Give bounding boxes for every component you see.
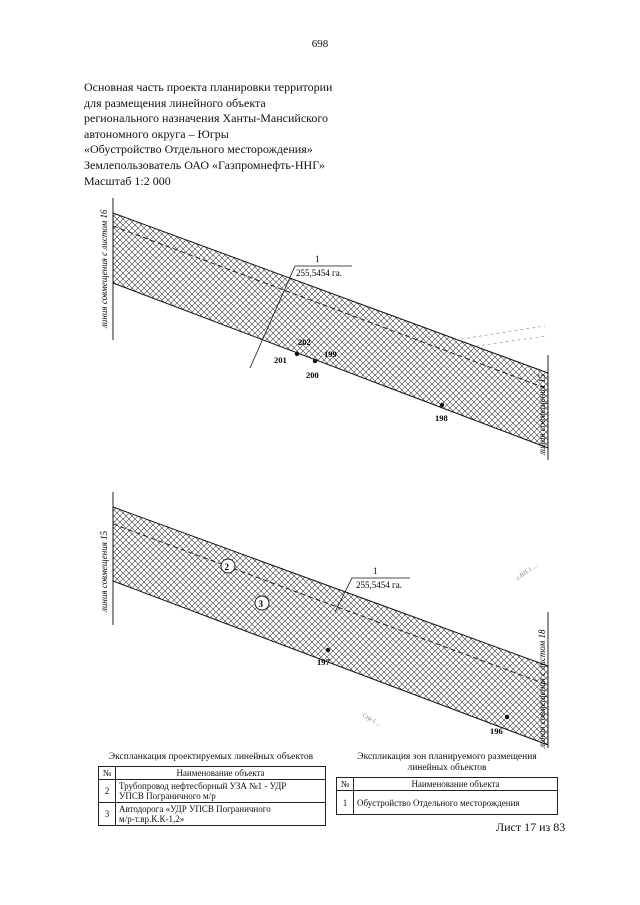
header-line: для размещения линейного объекта xyxy=(84,95,266,110)
legend-zones-title-line: Экспликация зон планируемого размещения xyxy=(357,752,537,762)
point-label-196: 196 xyxy=(490,726,503,736)
table-row xyxy=(99,780,326,803)
column-header-num: № xyxy=(337,778,354,791)
row-number: 1 xyxy=(337,791,354,815)
point-label-200: 200 xyxy=(306,370,319,380)
header-line: Землепользователь ОАО «Газпромнефть-ННГ» xyxy=(84,157,325,172)
row-name-line: УПСВ Пограничного м/р xyxy=(119,791,216,801)
legend-objects-table xyxy=(98,766,326,826)
header-line: Основная часть проекта планировки территории xyxy=(84,80,333,94)
top-left-match-label: линия совмещения с листом 16 xyxy=(99,209,109,328)
top-zone-number: 1 xyxy=(315,254,320,264)
bottom-left-match-label: линия совмещения 15 xyxy=(99,530,109,612)
point-marker xyxy=(326,648,330,652)
top-zone-area: 255,5454 га. xyxy=(296,268,342,278)
bottom-zone-area: 255,5454 га. xyxy=(356,580,402,590)
object-marker-label: 3 xyxy=(258,599,263,609)
bottom-zone-polygon xyxy=(113,507,548,745)
legend-zones-table xyxy=(336,777,558,815)
table-row xyxy=(337,791,558,815)
point-label-197: 197 xyxy=(317,657,330,667)
header-line: «Обустройство Отдельного месторождения» xyxy=(84,142,313,157)
legend-objects-title: Экспланкация проектируемых линейных объектов xyxy=(108,752,314,762)
row-name-line: Автодорога «УДР УПСВ Пограничного xyxy=(119,804,271,814)
header-line: автономного округа – Югры xyxy=(84,126,229,141)
row-name-line: Трубопровод нефтесборный УЗА №1 - УДР xyxy=(119,781,287,791)
top-map-fragment xyxy=(99,198,548,460)
point-marker xyxy=(505,715,509,719)
point-marker xyxy=(295,352,299,356)
object-marker-label: 2 xyxy=(224,562,229,572)
point-label-202: 202 xyxy=(298,337,311,347)
bottom-zone-number: 1 xyxy=(373,566,378,576)
top-right-match-label: линия совмещения 15 xyxy=(537,373,547,455)
table-header-row xyxy=(99,767,326,780)
row-number: 2 xyxy=(99,780,116,803)
top-zone-polygon xyxy=(113,213,548,448)
legend-zones-title xyxy=(336,752,558,774)
point-marker xyxy=(313,359,317,363)
row-number: 3 xyxy=(99,803,116,826)
bottom-map-fragment xyxy=(99,492,548,749)
row-name xyxy=(116,803,326,826)
point-label-199: 199 xyxy=(324,349,337,359)
column-header-name: Наименование объекта xyxy=(354,778,558,791)
header-line: регионального назначения Ханты-Мансийского xyxy=(84,111,328,126)
point-label-201: 201 xyxy=(274,355,287,365)
point-marker xyxy=(440,403,444,407)
table-row xyxy=(99,803,326,826)
point-label-198: 198 xyxy=(435,413,448,423)
page-number: 698 xyxy=(311,38,329,50)
bottom-right-match-label: линия совмещения с листом 18 xyxy=(537,629,547,748)
row-name xyxy=(116,780,326,803)
faint-road-label: с.ВП-1 ... xyxy=(515,563,539,582)
top-aux-line xyxy=(470,336,546,347)
faint-road-label: Стр-1 ... xyxy=(361,712,382,729)
column-header-num: № xyxy=(99,767,116,780)
legend-zones-title-line: линейных объектов xyxy=(407,763,487,773)
row-name: Обустройство Отдельного месторождения xyxy=(354,791,558,815)
sheet-number: Лист 17 из 83 xyxy=(496,820,566,834)
table-header-row xyxy=(337,778,558,791)
row-name-line: м/р-т.вр.К.К-1,2» xyxy=(119,814,185,824)
scale-line: Масштаб 1:2 000 xyxy=(84,173,171,188)
column-header-name: Наименование объекта xyxy=(116,767,326,780)
